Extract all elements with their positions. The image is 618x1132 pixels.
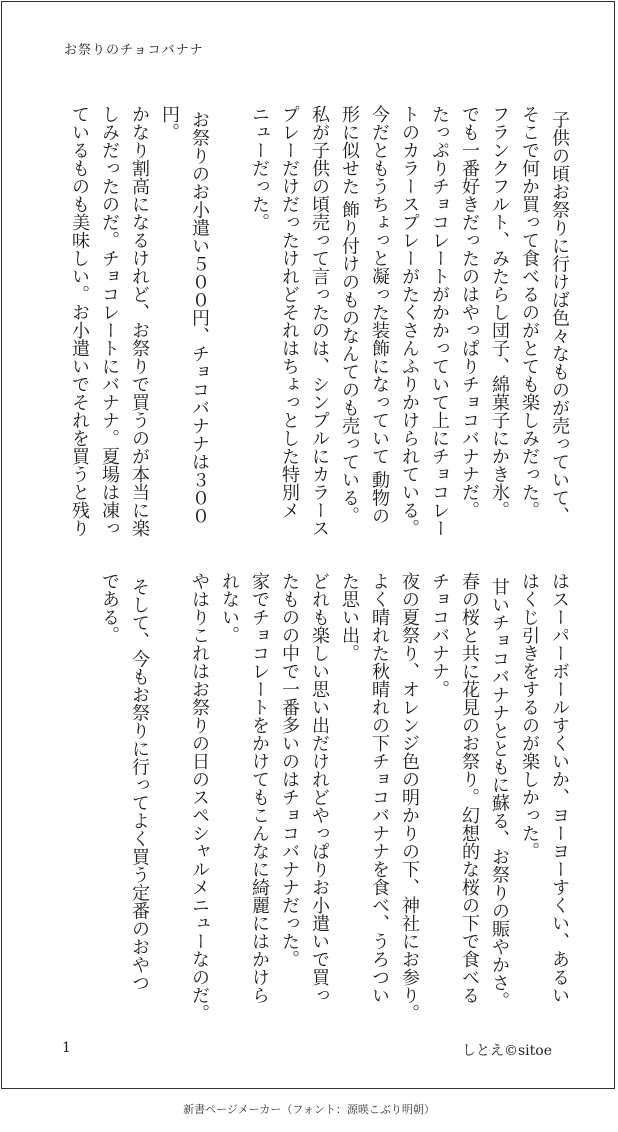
author-credit: しとえ©sitoe [461, 1043, 552, 1059]
body-text-lower: はスーパーボールすくいか、ヨーヨーすくい、あるい はくじ引きをするのが楽しかった。 甘いチョコバナナとともに蘇る、お祭りの賑やかさ。 春の桜と共に花見のお祭り。幻想的な桜の下で食べる チョコバナナ。 夜の夏祭り、オレンジ色の明かりの下、神社にお参り。 よく晴れた秋晴れの下チョコバナナを食べ、うろつい た思い出。 どれも楽しい思い出だけれどやっぱりお小遣いで買っ たものの中で一番多いのはチョコバナナだった。 家でチョコレートをかけてもこんなに綺麗にはかけら れない。 やはりこれはお祭りの日のスペシャルメニューなのだ。 そして、今もお祭りに行ってよく買う定番のおやつ である。 [99, 572, 570, 1022]
page-header-title: お祭りのチョコバナナ [64, 43, 204, 58]
body-text-upper: 子供の頃お祭りに行けば色々なものが売っていて、 そこで何か買って食べるのがとても楽しみだった。 フランクフルト、みたらし団子、綿菓子にかき氷。 でも一番好きだったのはやっぱりチョコバナナだ。 たっぷりチョコレートがかかっていて上にチョコレー トのカラースプレーがたくさんふりかけられている。 今だともうちょっと凝った装飾になっていて 動物の 形に似せた 飾り付けのものなんてのも売っている。 私が子供の頃売って言ったのは、シンプルにカラース プレーだけだったけれどそれはちょっとした特別メ ニューだった。 お祭りのお小遣い５００円、チョコバナナは３００ 円。 かなり割高になるけれど、お祭りで買うのが本当に楽 しみだったのだ。チョコレートにバナナ。夏場は凍っ ているものも美味しい。お小遣いでそれを買うと残り [69, 105, 570, 537]
page-number: 1 [62, 1040, 71, 1056]
generator-caption: 新書ページメーカー（フォント：源暎こぶり明朝） [183, 1103, 435, 1116]
page-frame [1, 1, 615, 1089]
